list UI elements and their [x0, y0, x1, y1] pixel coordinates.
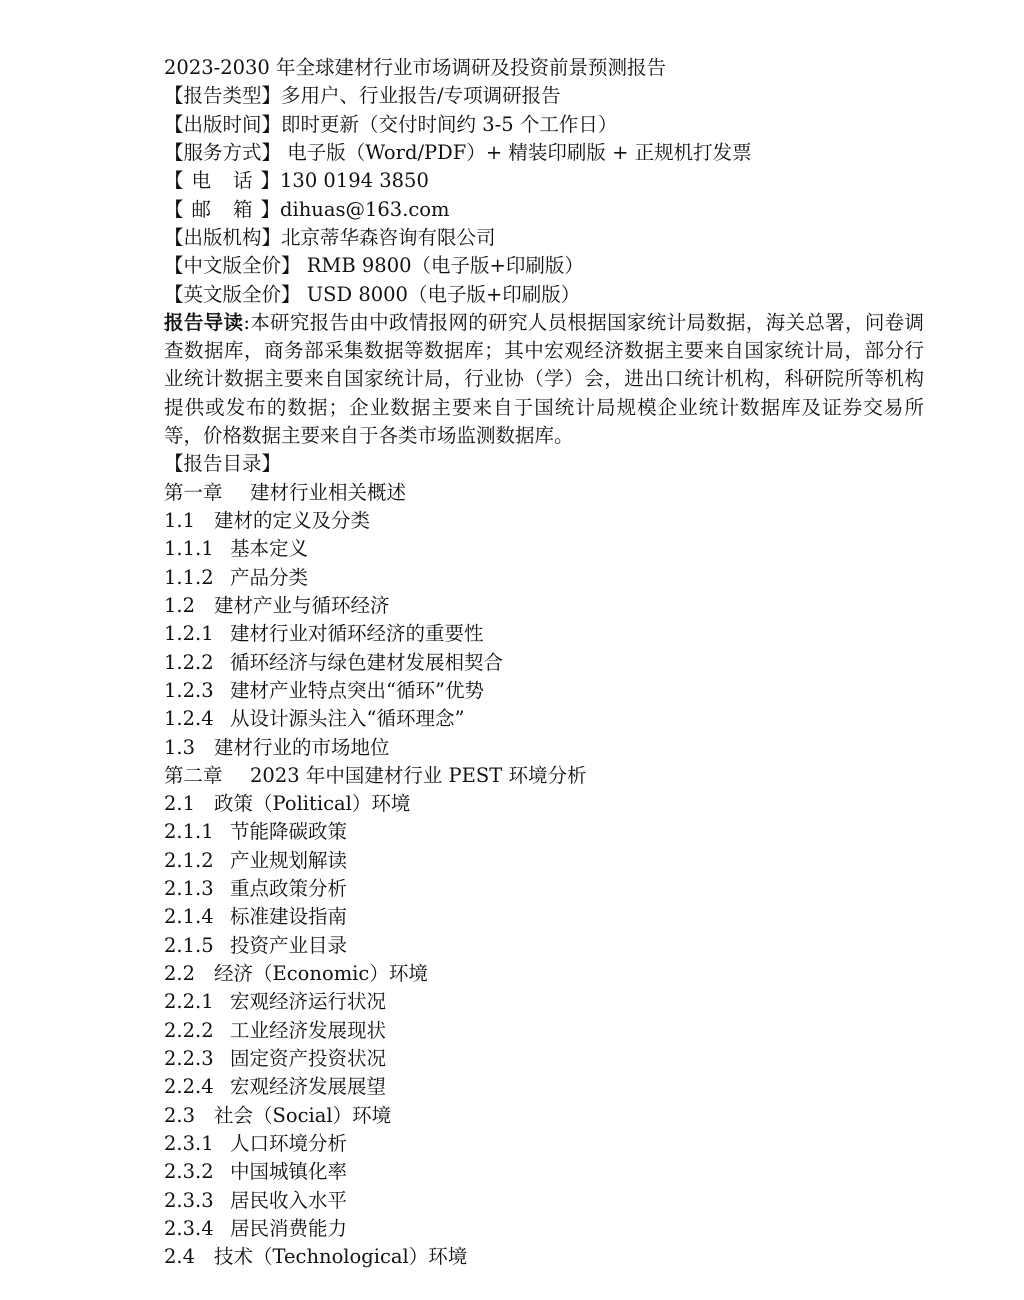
toc-entry	[164, 705, 924, 733]
label-left: 【电	[164, 169, 219, 193]
phone-number: 130 0194 3850	[280, 169, 429, 193]
toc-title: 居民消费能力	[230, 1216, 348, 1240]
info-label: 【报告类型】	[164, 84, 282, 108]
toc-title: 经济（Economic）环境	[214, 962, 428, 985]
toc-number: 1.2.3	[164, 678, 214, 702]
toc-entry	[164, 677, 924, 705]
toc-chapter	[164, 762, 924, 790]
toc-title: 中国城镇化率	[230, 1160, 348, 1184]
toc-title: 工业经济发展现状	[230, 1018, 387, 1042]
report-page	[164, 54, 924, 1271]
toc-number: 1.2.4	[164, 707, 214, 731]
toc-number: 1.2.2	[164, 650, 214, 674]
toc-entry	[164, 903, 924, 931]
toc-title: 建材行业对循环经济的重要性	[230, 622, 484, 646]
info-value: 北京蒂华森咨询有限公司	[281, 225, 496, 249]
toc-title: 建材产业特点突出“循环”优势	[230, 678, 484, 702]
toc-entry	[164, 988, 924, 1016]
toc-title: 宏观经济发展展望	[230, 1075, 387, 1099]
toc-title: 循环经济与绿色建材发展相契合	[230, 650, 504, 674]
toc-title: 居民收入水平	[230, 1188, 348, 1212]
toc-entry	[164, 535, 924, 563]
toc-number: 2.2.1	[164, 990, 214, 1014]
toc-entry	[164, 620, 924, 648]
intro-text: :本研究报告由中政情报网的研究人员根据国家统计局数据，海关总署，问卷调查数据库，商务部采集数据等数据库；其中宏观经济数据主要来自国家统计局，部分行业统计数据主要来自国家统计局，行业协（学）会，进出口统计机构，科研院所等机构提供或发布的数据；企业数据主要来自于国统计局规模企业统计数据库及证券交易所等，价格数据主要来自于各类市场监测数据库。	[164, 310, 924, 448]
toc-heading: 【报告目录】	[164, 452, 282, 476]
table-of-contents	[164, 479, 924, 1272]
toc-number: 2.1.4	[164, 905, 214, 929]
toc-entry	[164, 734, 924, 762]
info-report-type	[164, 82, 924, 110]
label-right: 箱】	[233, 197, 280, 221]
info-label: 【英文版全价】	[164, 282, 301, 306]
info-label	[164, 167, 280, 195]
info-value: 即时更新（交付时间约 3-5 个工作日）	[281, 112, 618, 136]
toc-entry	[164, 1215, 924, 1243]
toc-title: 节能降碳政策	[230, 820, 348, 844]
toc-number: 2.2	[164, 962, 196, 985]
info-label: 【出版时间】	[164, 112, 282, 136]
toc-title: 基本定义	[230, 537, 309, 561]
label-left: 【邮	[164, 197, 219, 221]
toc-number: 1.1.2	[164, 565, 214, 589]
info-value: USD 8000（电子版+印刷版）	[300, 282, 581, 306]
toc-title: 技术（Technological）环境	[214, 1245, 468, 1269]
toc-number: 1.2.1	[164, 622, 214, 646]
info-email	[164, 196, 924, 224]
toc-number: 第一章	[164, 480, 223, 504]
info-label: 【中文版全价】	[164, 254, 301, 278]
toc-entry	[164, 875, 924, 903]
toc-entry	[164, 1130, 924, 1158]
toc-title: 人口环境分析	[230, 1131, 348, 1155]
toc-entry	[164, 1045, 924, 1073]
info-service	[164, 139, 924, 167]
toc-number: 2.1.2	[164, 848, 214, 872]
toc-entry	[164, 1243, 924, 1271]
toc-entry	[164, 649, 924, 677]
toc-title: 建材产业与循环经济	[214, 593, 390, 617]
toc-number: 2.3.4	[164, 1216, 214, 1240]
toc-title: 固定资产投资状况	[230, 1046, 387, 1070]
info-value: 电子版（Word/PDF）+ 精装印刷版 + 正规机打发票	[281, 140, 752, 164]
info-label	[164, 196, 280, 224]
info-publisher	[164, 224, 924, 252]
toc-title: 产业规划解读	[230, 848, 348, 872]
toc-number: 2.2.2	[164, 1018, 214, 1042]
toc-title: 建材行业相关概述	[250, 480, 407, 504]
intro-label: 报告导读	[164, 310, 244, 334]
toc-number: 2.1.1	[164, 820, 214, 844]
info-value: 多用户、行业报告/专项调研报告	[281, 84, 561, 108]
report-intro	[164, 309, 924, 451]
info-publish-time	[164, 111, 924, 139]
toc-number: 2.3.1	[164, 1131, 214, 1155]
label-right: 话】	[233, 169, 280, 193]
email-address: dihuas@163.com	[280, 197, 450, 221]
toc-title: 产品分类	[230, 565, 309, 589]
toc-entry	[164, 1073, 924, 1101]
toc-number: 2.1.3	[164, 877, 214, 901]
info-label: 【服务方式】	[164, 140, 282, 164]
toc-number: 2.1	[164, 792, 196, 816]
toc-number: 1.3	[164, 735, 196, 759]
toc-number: 1.2	[164, 593, 196, 617]
toc-entry	[164, 960, 924, 988]
info-value: RMB 9800（电子版+印刷版）	[300, 254, 584, 278]
toc-number: 2.4	[164, 1245, 196, 1269]
info-cn-price	[164, 252, 924, 280]
toc-entry	[164, 847, 924, 875]
toc-entry	[164, 592, 924, 620]
toc-title: 建材的定义及分类	[214, 509, 371, 532]
toc-chapter	[164, 479, 924, 507]
toc-entry	[164, 564, 924, 592]
toc-title: 宏观经济运行状况	[230, 990, 387, 1014]
toc-number: 第二章	[164, 763, 223, 787]
toc-number: 1.1.1	[164, 537, 214, 561]
toc-number: 2.2.3	[164, 1046, 214, 1070]
toc-entry	[164, 932, 924, 960]
toc-number: 2.2.4	[164, 1075, 214, 1099]
toc-title: 从设计源头注入“循环理念”	[230, 707, 465, 731]
toc-title: 重点政策分析	[230, 877, 348, 901]
toc-entry	[164, 790, 924, 818]
toc-title: 投资产业目录	[230, 933, 348, 957]
toc-entry	[164, 1158, 924, 1186]
toc-entry	[164, 1017, 924, 1045]
toc-entry	[164, 818, 924, 846]
toc-title: 标准建设指南	[230, 905, 348, 929]
report-title: 2023-2030 年全球建材行业市场调研及投资前景预测报告	[164, 56, 667, 79]
toc-title: 2023 年中国建材行业 PEST 环境分析	[250, 763, 587, 787]
info-en-price	[164, 281, 924, 309]
toc-entry	[164, 1187, 924, 1215]
toc-title: 社会（Social）环境	[214, 1103, 392, 1127]
toc-number: 2.3	[164, 1103, 196, 1127]
toc-title: 建材行业的市场地位	[214, 735, 390, 759]
toc-number: 1.1	[164, 509, 196, 532]
info-label: 【出版机构】	[164, 225, 282, 249]
info-phone	[164, 167, 924, 195]
toc-entry	[164, 1102, 924, 1130]
toc-number: 2.3.3	[164, 1188, 214, 1212]
toc-entry	[164, 507, 924, 535]
toc-number: 2.3.2	[164, 1160, 214, 1184]
toc-title: 政策（Political）环境	[214, 792, 411, 816]
toc-number: 2.1.5	[164, 933, 214, 957]
